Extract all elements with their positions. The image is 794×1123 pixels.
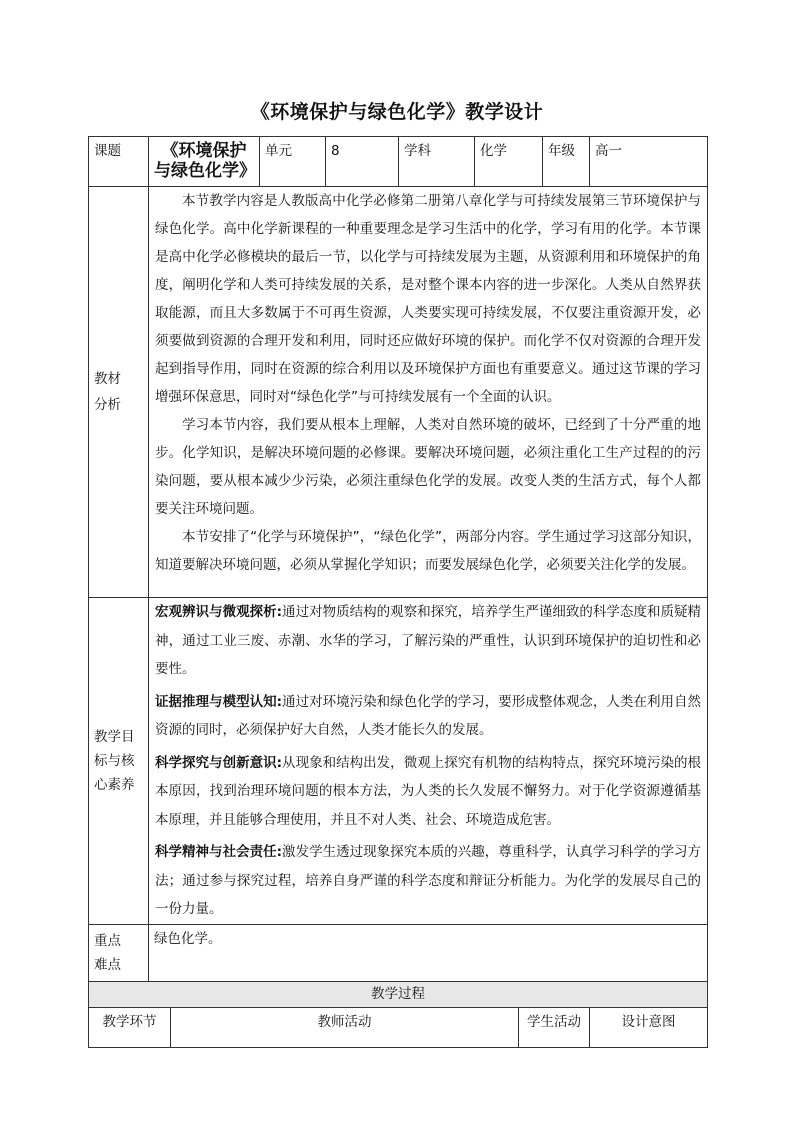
goals-label-line2: 标与核: [94, 752, 135, 769]
grade-label: 年级: [543, 137, 590, 187]
key-points-label-line2: 难点: [94, 956, 121, 973]
analysis-row: [89, 187, 708, 598]
key-points-label-line1: 重点: [94, 932, 121, 949]
goal-text: 通过对环境污染和绿色化学的学习，要形成整体观念，人类在利用自然资源的同时，必须保护好大自然，人类才能长久的发展。: [155, 693, 702, 738]
analysis-label-line1: 教材: [94, 371, 121, 387]
analysis-paragraph: 学习本节内容，我们要从根本上理解，人类对自然环境的破坏，已经到了十分严重的地步。化学知识，是解决环境问题的必修课。要解决环境问题，必须注重化工生产过程的的污染问题，要从根本减少少污染，必须注重绿色化学的发展。改变人类的生活方式，每个人都要关注环境问题。: [155, 417, 701, 517]
goal-item: [155, 688, 701, 745]
key-points-label: [89, 924, 149, 981]
grade-value: 高一: [590, 137, 708, 187]
col-intent: 设计意图: [590, 1007, 708, 1047]
goal-heading: 证据推理与模型认知:: [155, 693, 283, 710]
col-student: 学生活动: [519, 1007, 590, 1047]
goal-heading: 科学探究与创新意识:: [155, 754, 283, 771]
goal-item: [155, 838, 701, 924]
goal-text: 通过对物质结构的观察和探究，培养学生严谨细致的科学态度和质疑精神，通过工业三废、赤潮、水华的学习，了解污染的严重性，认识到环境保护的迫切性和必要性。: [155, 604, 702, 677]
process-section-title: 教学过程: [89, 981, 708, 1007]
analysis-label: [89, 187, 149, 598]
process-header-row: [89, 1007, 708, 1047]
goals-label: [89, 598, 149, 925]
goal-item: [155, 598, 701, 684]
unit-label: 单元: [260, 137, 326, 187]
analysis-paragraph: 本节教学内容是人教版高中化学必修第二册第八章化学与可持续发展第三节环境保护与绿色化学。高中化学新课程的一种重要理念是学习生活中的化学，学习有用的化学。本节课是高中化学必修模块的最后一节，以化学与可持续发展为主题，从资源利用和环境保护的角度，阐明化学和人类可持续发展的关系，是对整个课本内容的进一步深化。人类从自然界获取能源，而且大多数属于不可再生资源，人类要实现可持续发展，不仅要注重资源开发，必须要做到资源的合理开发和利用，同时还应做好环境的保护。而化学不仅对资源的合理开发起到指导作用，同时在资源的综合利用以及环境保护方面也有重要意义。通过这节课的学习增强环保意思，同时对“绿色化学”与可持续发展有一个全面的认识。: [155, 193, 701, 405]
goals-label-line3: 心素养: [94, 776, 135, 793]
goal-text: 从现象和结构出发，微观上探究有机物的结构特点，探究环境污染的根本原因，找到治理环境问题的根本方法，为人类的长久发展不懈努力。对于化学资源遵循基本原理，并且能够合理使用，并且不对人类、社会、环境造成危害。: [155, 754, 702, 828]
page-title: 《环境保护与绿色化学》教学设计: [250, 101, 544, 123]
goals-row: [89, 598, 708, 925]
analysis-label-line2: 分析: [94, 397, 121, 413]
analysis-content: [149, 187, 708, 598]
subject-label: 学科: [399, 137, 475, 187]
goals-label-line1: 教学目: [94, 728, 135, 745]
goal-heading: 科学精神与社会责任:: [155, 844, 283, 860]
goals-content: [149, 598, 708, 925]
process-title-row: [89, 981, 708, 1007]
col-stage: 教学环节: [89, 1007, 171, 1047]
topic-label: 课题: [89, 137, 149, 187]
goal-item: [155, 749, 701, 835]
goal-text: 激发学生透过现象探究本质的兴趣，尊重科学，认真学习科学的学习方法；通过参与探究过程，培养自身严谨的科学态度和辩证分析能力。为化学的发展尽自己的一份力量。: [155, 844, 702, 917]
key-points-value: 绿色化学。: [149, 924, 708, 981]
subject-value: 化学: [475, 137, 543, 187]
header-row: [89, 137, 708, 187]
lesson-plan-table: [88, 136, 708, 1048]
analysis-paragraph: 本节安排了“化学与环境保护”，“绿色化学”，两部分内容。学生通过学习这部分知识，知道要解决环境问题，必须从掌握化学知识；而要发展绿色化学，必须要关注化学的发展。: [155, 529, 701, 573]
key-points-row: [89, 924, 708, 981]
topic-value: 《环境保护与绿色化学》: [149, 137, 260, 187]
unit-value: 8: [326, 137, 399, 187]
goal-heading: 宏观辨识与微观探析:: [155, 604, 283, 620]
col-teacher: 教师活动: [171, 1007, 519, 1047]
